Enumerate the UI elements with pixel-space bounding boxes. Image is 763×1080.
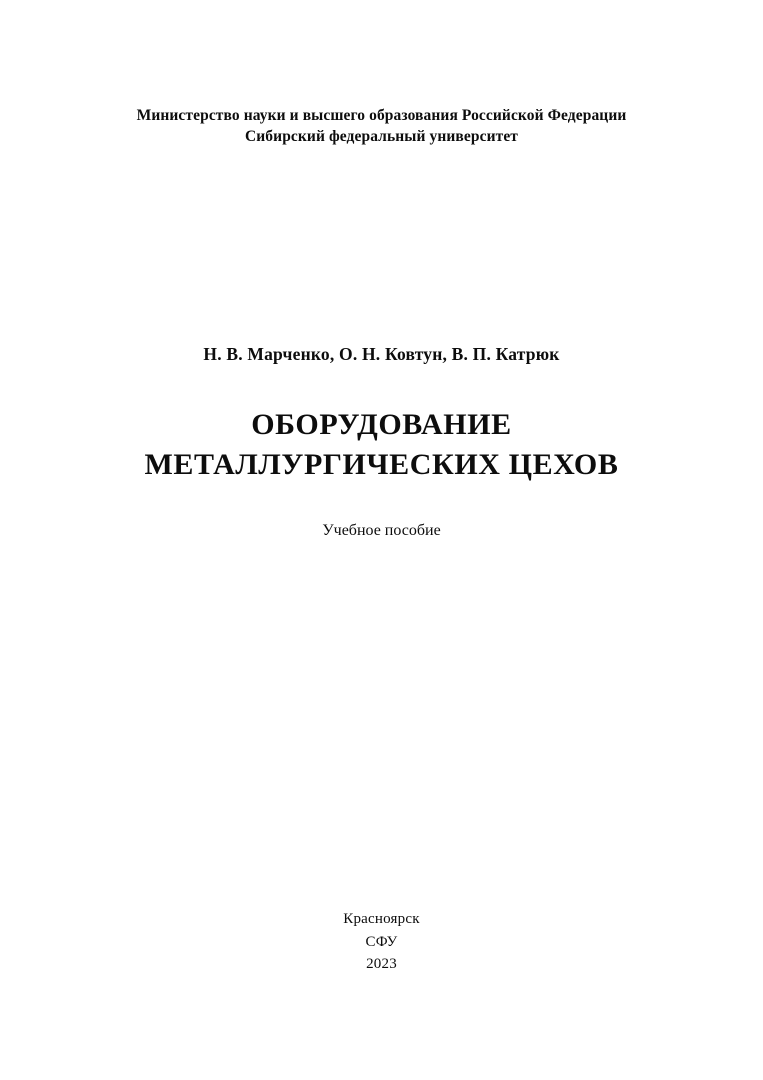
authors-line: Н. В. Марченко, О. Н. Ковтун, В. П. Катрюк	[203, 343, 560, 364]
university-line: Сибирский федеральный университет	[244, 127, 519, 145]
page-title	[145, 405, 619, 486]
subtitle: Учебное пособие	[322, 521, 441, 539]
imprint-city: Красноярск	[343, 911, 420, 927]
imprint-year: 2023	[366, 956, 397, 972]
imprint-publisher: СФУ	[365, 933, 398, 950]
ministry-line: Министерство науки и высшего образования Российской Федерации	[136, 107, 627, 124]
title-line-1: ОБОРУДОВАНИЕ	[251, 407, 512, 441]
title-line-2: МЕТАЛЛУРГИЧЕСКИХ ЦЕХОВ	[144, 448, 619, 482]
imprint-block	[0, 908, 763, 976]
publisher-block	[137, 106, 627, 148]
